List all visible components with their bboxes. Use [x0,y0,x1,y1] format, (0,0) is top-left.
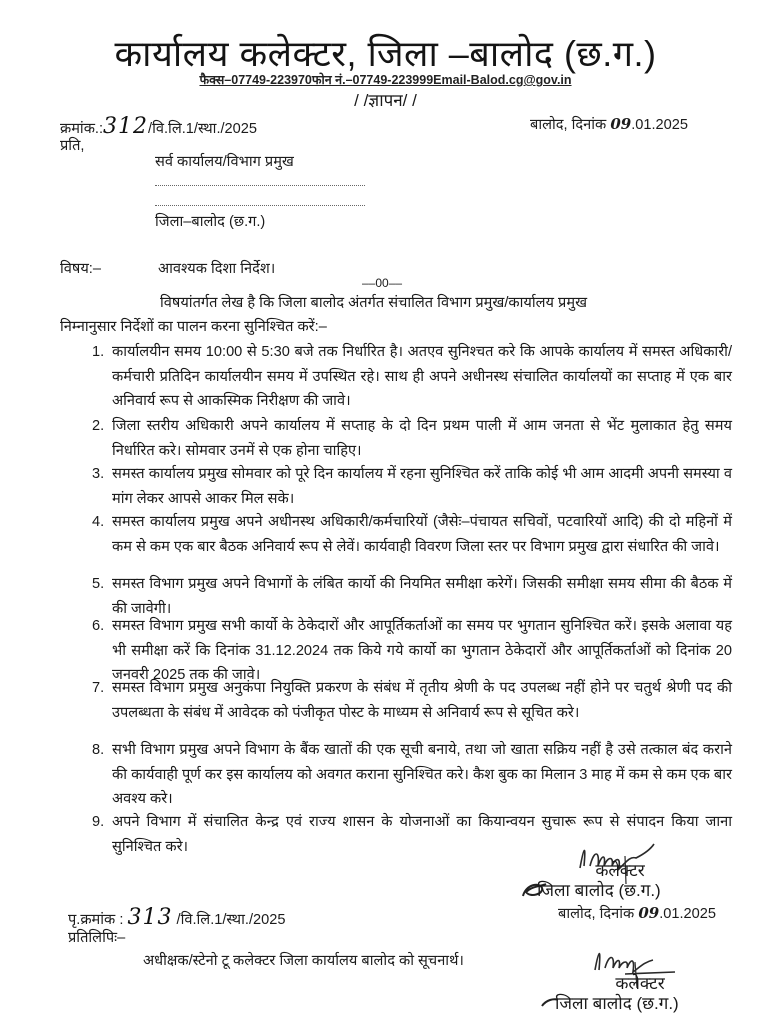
date-handwritten-day: 09 [610,115,632,133]
reference-handwritten-number: 312 [103,114,149,139]
date-prefix: बालोद, दिनांक [530,117,607,133]
intro-line-1: विषयांतर्गत लेख है कि जिला बालोद अंतर्गत संचालित विभाग प्रमुख/कार्यालय प्रमुख [160,295,588,311]
instruction-number: 7. [92,680,105,696]
instruction-text: सभी विभाग प्रमुख अपने विभाग के बैंक खातों की एक सूची बनाये, तथा जो खाता सक्रिय नहीं है उसे तत्काल बंद कराने की कार्यवाही पूर्ण कर इस कार्यालय को अवगत कराना सुनिश्चित करे। कैश बुक का मिलान 3 माह में कम से कम एक बार अवश्य करे। [112,742,732,808]
instruction-text: अपने विभाग में संचालित केन्द्र एवं राज्य शासन के योजनाओं का कियान्वयन सुचारू रूप से संपादन किया जाना सुनिश्चित करे। [112,814,732,855]
instruction-item [92,738,732,812]
instruction-text: समस्त विभाग प्रमुख अपने विभागों के लंबित कार्यो की नियमित समीक्षा करेगें। जिसकी समीक्षा समय सीमा की बैठक में की जावेगी। [112,576,732,617]
instruction-text: जिला स्तरीय अधिकारी अपने कार्यालय में सप्ताह के दो दिन प्रथम पाली में आम जनता से भेंट मुलाकात हेतु समय निर्धारित करे। सोमवार उनमें से एक होना चाहिए। [112,418,732,459]
instruction-number: 6. [92,618,105,634]
instruction-number: 5. [92,576,105,592]
office-title: कार्यालय कलेक्टर, जिला –बालोद (छ.ग.) [114,33,657,74]
instruction-number: 4. [92,514,105,530]
instruction-item [92,676,732,725]
copy-to-text: अधीक्षक/स्टेनो टू कलेक्टर जिला कार्यालय बालोद को सूचनार्थ। [143,953,464,969]
copy-reference-suffix: /वि.लि.1/स्था./2025 [176,912,286,928]
instruction-text: समस्त कार्यालय प्रमुख अपने अधीनस्थ अधिकारी/कर्मचारियों (जैसेः–पंचायत सचिवों, पटवारियों आदि) की दो महिनों में कम से कम एक बार बैठक अनिवार्य रूप से लेवें। कार्यवाही विवरण जिला स्तर पर विभाग प्रमुख द्वारा संधारित की जावे। [112,514,732,555]
instruction-number: 9. [92,814,105,830]
instruction-item [92,414,732,463]
reference-number [60,114,257,139]
recipient-line: सर्व कार्यालय/विभाग प्रमुख [155,154,294,170]
instruction-text: समस्त विभाग प्रमुख अनुकंपा नियुक्ति प्रकरण के संबंध में तृतीय श्रेणी के पद उपलब्ध नहीं होने पर चतुर्थ श्रेणी पद की उपलब्धता के संबंध में आवेदक को पंजीकृत पोस्ट के माध्यम से अनिवार्य रूप से सूचित करे। [112,680,732,721]
separator: ––00–– [362,276,403,290]
contact-line: फैक्स–07749-223970फोन नं.–07749-223999Email-Balod.cg@gov.in [199,73,572,87]
instruction-number: 2. [92,418,105,434]
copy-date-prefix: बालोद, दिनांक [558,906,635,922]
signature-main-district: जिला बालोद (छ.ग.) [537,881,661,900]
memo-label: / /ज्ञापन/ / [354,91,417,110]
instruction-number: 1. [92,344,105,360]
signature-main-designation: कलेक्टर [595,861,645,880]
copy-reference-prefix: पृ.क्रमांक : [68,912,124,928]
subject-text: आवश्यक दिशा निर्देश। [158,261,276,277]
copy-reference-date [558,903,716,923]
copy-date-suffix: .01.2025 [659,906,717,922]
instruction-text: समस्त कार्यालय प्रमुख सोमवार को पूरे दिन कार्यालय में रहना सुनिश्चित करें ताकि कोई भी आम आदमी अपनी समस्या व मांग लेकर आपसे आकर मिल सके। [112,466,732,507]
intro-line-2: निम्नानुसार निर्देशों का पालन करना सुनिश्चित करें:– [60,319,327,335]
instruction-text: समस्त विभाग प्रमुख सभी कार्यो के ठेकेदारों और आपूर्तिकर्ताओं का समय पर भुगतान सुनिश्चित करें। इसके अलावा यह भी समीक्षा करें कि दिनांक 31.12.2024 तक किये गये कार्यो का भुगतान ठेकेदारों और आपूर्तिकर्ताओं को दिनांक 20 जनवरी 2025 तक की जावे। [112,618,732,684]
reference-prefix: क्रमांक.: [60,121,104,137]
instruction-text: कार्यालयीन समय 10:00 से 5:30 बजे तक निर्धारित है। अतएव सुनिश्चत करे कि आपके कार्यालय में समस्त अधिकारी/कर्मचारी प्रतिदिन कार्यालयीन समय में उपस्थित रहे। साथ ही अपने अधीनस्थ संचालित कार्यालयों का सप्ताह में एक बार अनिवार्य रूप से आकस्मिक निरीक्षण की जावे। [112,344,732,410]
reference-date [530,114,688,134]
copy-date-handwritten-day: 09 [638,904,660,922]
copy-reference-handwritten-number: 313 [127,905,173,930]
date-suffix: .01.2025 [631,117,689,133]
signature-copy-designation: कलेक्टर [615,974,665,993]
instruction-item [92,340,732,414]
blank-line-1 [155,184,365,186]
instruction-number: 8. [92,742,105,758]
prati-label: प्रति, [60,138,85,154]
instruction-number: 3. [92,466,105,482]
signature-copy-district: जिला बालोद (छ.ग.) [555,994,679,1013]
recipient-district: जिला–बालोद (छ.ग.) [155,214,266,230]
instruction-item [92,462,732,511]
subject-label: विषय:– [60,261,101,277]
blank-line-2 [155,204,365,206]
instruction-item [92,510,732,559]
reference-suffix: /वि.लि.1/स्था./2025 [148,121,258,137]
copy-label: प्रतिलिपिः– [68,930,126,946]
